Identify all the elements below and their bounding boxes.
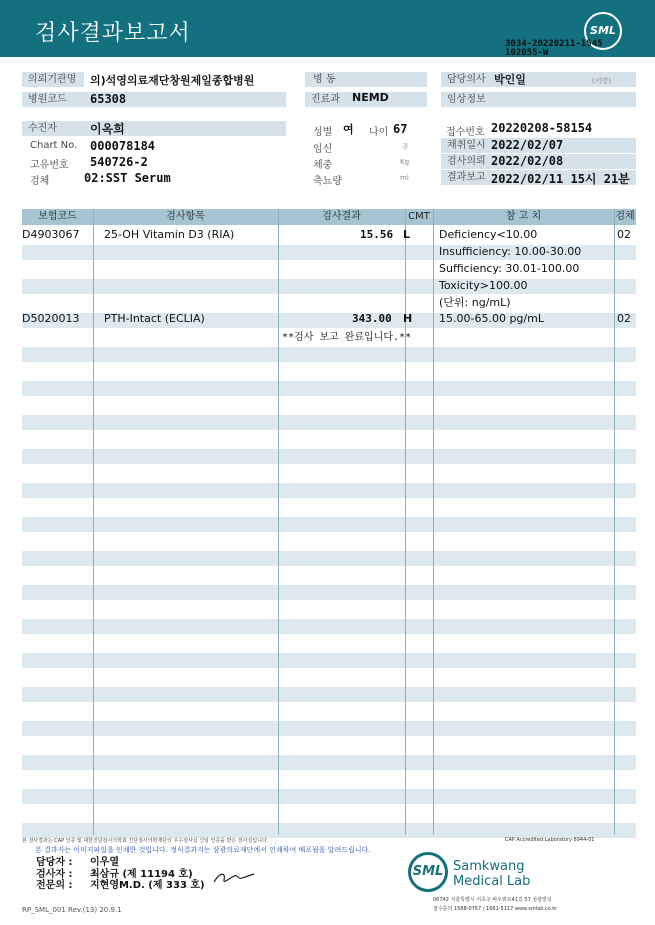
ward-label: 병 동 — [305, 72, 427, 87]
fine-print: 본 검사결과는 CAP 인증 및 대한진단검사의학회 진단검사의학재단의 우수검사실 신임 인증을 받은 검사실입니다. — [22, 838, 269, 844]
row-stripe — [22, 551, 636, 566]
row-stripe — [22, 619, 636, 634]
uid-value: 540726-2 — [90, 155, 148, 169]
staff-name-1: 이우열 — [90, 857, 119, 868]
sml-brand-logo-icon — [408, 852, 448, 892]
row1-code: D4903067 — [22, 228, 80, 241]
sex-label: 성별 — [313, 127, 333, 138]
row1-reference-4: Toxicity>100.00 — [439, 279, 528, 292]
sex-value: 여 — [343, 123, 354, 136]
row1-reference-unit: (단위: ng/mL) — [439, 296, 511, 309]
row2-code: D5020013 — [22, 312, 80, 325]
age-value: 67 — [393, 122, 408, 136]
brand-line-2: Medical Lab — [453, 874, 531, 889]
row-stripe — [22, 415, 636, 430]
code-label: 병원코드 — [22, 92, 286, 107]
dept-label: 진료과 — [305, 92, 427, 107]
header-result: 검사결과 — [322, 211, 361, 222]
clinical-label: 임상정보 — [441, 92, 636, 107]
row1-cmt: L — [403, 228, 411, 241]
staff-role-3: 전문의 : — [36, 880, 73, 891]
lab-label: 의뢰기관명 — [22, 72, 84, 87]
table-header — [22, 209, 636, 225]
row-stripe — [22, 347, 636, 362]
chart-label: Chart No. — [30, 140, 78, 151]
dept-value: NEMD — [352, 91, 389, 104]
column-divider — [433, 209, 434, 835]
collect-label: 채취일시 — [441, 138, 636, 153]
pregnancy-label: 임신 — [313, 144, 333, 155]
report-id-line1: 3034-20220211-1545 — [505, 39, 603, 49]
staff-name-3: 지현영M.D. (제 333 호) — [90, 880, 205, 891]
address: 06742 서울특별시 서초구 바우뫼로41길 57 삼광빌딩 — [433, 897, 552, 903]
sml-brand-logo-text: SML — [412, 864, 444, 879]
row2-item: PTH-Intact (ECLIA) — [104, 312, 205, 325]
name-label: 수진자 — [22, 121, 286, 136]
row-stripe — [22, 381, 636, 396]
revision-label: RP_SML_001 Rev.(13) 20.9.1 — [22, 906, 122, 914]
row-stripe — [22, 483, 636, 498]
name-value: 이옥희 — [90, 122, 125, 136]
report-id-line2: 102055-W — [505, 48, 549, 58]
doctor-sign: (서명) — [592, 77, 611, 85]
row-stripe — [22, 279, 636, 294]
row-stripe — [22, 755, 636, 770]
column-divider — [405, 209, 406, 835]
row-stripe — [22, 449, 636, 464]
column-divider — [614, 209, 615, 835]
receipt-value: 20220208-58154 — [491, 121, 593, 135]
row1-reference-2: Insufficiency: 10.00-30.00 — [439, 245, 582, 258]
header-specimen: 검체 — [615, 211, 635, 222]
row-stripe — [22, 517, 636, 532]
specimen-value: 02:SST Serum — [84, 171, 171, 185]
row2-result: 343.00 — [352, 312, 392, 325]
doctor-value: 박인일 — [494, 73, 526, 86]
row-stripe — [22, 789, 636, 804]
age-label: 나이 — [369, 127, 389, 138]
lab-value: 의)석영의료재단창원제일종합병원 — [90, 74, 255, 87]
pregnancy-unit: 주 — [402, 143, 409, 151]
report-title: 검사결과보고서 — [35, 21, 191, 46]
staff-name-2: 최삼규 (제 11194 호) — [90, 869, 193, 880]
contact: 접수문의 1588-0757 / 1661-5117 www.smlab.co.kr — [433, 906, 558, 912]
request-value: 2022/02/08 — [491, 154, 564, 168]
uid-label: 고유번호 — [30, 160, 69, 171]
weight-label: 체중 — [313, 160, 333, 171]
staff-role-1: 담당자 : — [36, 857, 73, 868]
chart-value: 000078184 — [90, 139, 156, 153]
urine-label: 축뇨량 — [313, 176, 342, 187]
weight-unit: Kg — [400, 158, 410, 166]
row1-result: 15.56 — [360, 228, 394, 241]
receipt-label: 접수번호 — [446, 127, 485, 138]
completion-note: **검사 보고 완료입니다.** — [282, 332, 412, 343]
doctor-label: 담당의사 — [441, 72, 636, 87]
specimen-label: 검체 — [30, 176, 50, 187]
request-label: 검사의뢰 — [441, 154, 636, 169]
row2-specimen: 02 — [617, 312, 631, 325]
signature-icon — [212, 868, 256, 886]
staff-role-2: 검사자 : — [36, 869, 73, 880]
column-divider — [278, 209, 279, 835]
collect-value: 2022/02/07 — [491, 138, 564, 152]
report-label: 결과보고 — [441, 170, 636, 185]
image-notice: 본 결과지는 이미지파일을 인쇄한 것입니다. 정식결과지는 삼광의료재단에서 인쇄하여 배포됨을 알려드립니다. — [35, 846, 371, 854]
row-stripe — [22, 585, 636, 600]
header-cmt: CMT — [408, 211, 430, 222]
row1-item: 25-OH Vitamin D3 (RIA) — [104, 228, 235, 241]
row-stripe — [22, 721, 636, 736]
report-value: 2022/02/11 15시 21분 — [491, 172, 630, 186]
column-divider — [93, 209, 94, 835]
header-reference: 참 고 치 — [505, 211, 542, 222]
row1-reference-1: Deficiency<10.00 — [439, 228, 538, 241]
row-stripe — [22, 823, 636, 838]
brand-line-1: Samkwang — [453, 859, 525, 874]
code-value: 65308 — [90, 92, 127, 106]
sml-logo-text: SML — [590, 24, 616, 37]
row1-specimen: 02 — [617, 228, 631, 241]
cap-note: CAP Accredited Laboratory 8944-01 — [505, 837, 595, 843]
row2-cmt: H — [403, 312, 413, 325]
header-test-item: 검사항목 — [166, 211, 205, 222]
row2-reference: 15.00-65.00 pg/mL — [439, 312, 544, 325]
row-stripe — [22, 687, 636, 702]
urine-unit: ml — [400, 174, 409, 182]
row-stripe — [22, 653, 636, 668]
header-insurance-code: 보험코드 — [38, 211, 77, 222]
row1-reference-3: Sufficiency: 30.01-100.00 — [439, 262, 580, 275]
